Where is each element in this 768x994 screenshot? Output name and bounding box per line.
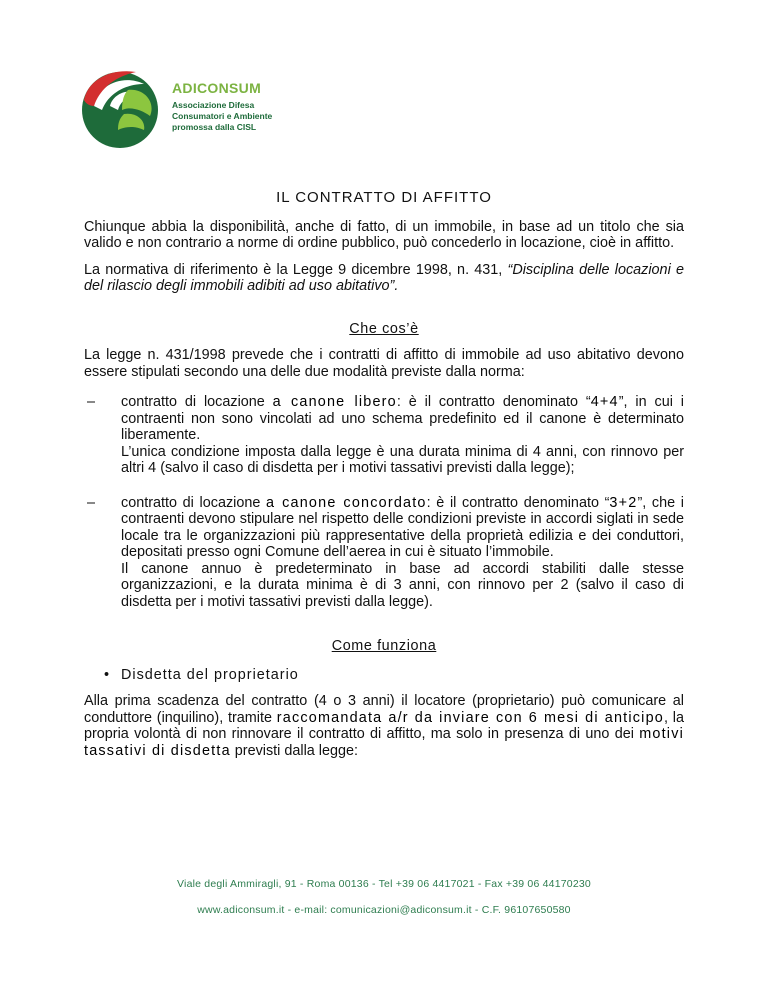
list-text: ”, che i contraenti devono stipulare nel rispetto delle condizioni previste in accordi siglati in sede locale tra le organizzazioni più rappresentative della proprietà edilizia e dei conduttori, depositati presso ogni Comune dell’aerea in cui è situato l’immobile. (121, 494, 684, 560)
emphasis-motivi: motivi tassativi di disdetta (84, 726, 684, 759)
footer-contacts: www.adiconsum.it - e-mail: comunicazioni@adiconsum.it - C.F. 96107650580 (197, 904, 571, 916)
list-text: : è il contratto denominato “ (396, 394, 591, 410)
footer-address: Viale degli Ammiragli, 91 - Roma 00136 - Tel +39 06 4417021 - Fax +39 06 44170230 (177, 878, 591, 890)
logo-brand-name: ADICONSUM (172, 80, 262, 96)
list-text: L’unica condizione imposta dalla legge è una durata minima di 4 anni, con rinnovo per altri 4 (salvo il caso di disdetta per i motivi tassativi previsti dalla legge); (121, 443, 684, 476)
list-text: Il canone annuo è predeterminato in base ad accordi stabiliti dalle stesse organizzazioni, e la durata minima è di 3 anni, con rinnovo per 2 (salvo il caso di disdetta per i motivi tassativi previsti dalla legge). (121, 560, 684, 610)
intro-paragraph: Chiunque abbia la disponibilità, anche di fatto, di un immobile, in base ad un titolo che sia valido e non contrario a norme di ordine pubblico, può concederlo in locazione, cioè in affitto. (84, 218, 684, 251)
document-title: IL CONTRATTO DI AFFITTO (276, 189, 492, 206)
logo-tagline-line: Associazione Difesa (172, 100, 255, 110)
emphasis-canone-concordato: a canone concordato (266, 494, 427, 511)
list-text: ”, in cui i contraenti non sono vincolati ad uno schema predefinito ed il canone è determinato liberamente. (121, 394, 684, 443)
document-body (84, 190, 684, 769)
paragraph-text: , la propria volontà di non rinnovare il contratto di affitto, ma solo in presenza di uno dei (84, 709, 684, 742)
list-text: contratto di locazione (121, 394, 273, 410)
logo-tagline-line: Consumatori e Ambiente (172, 111, 273, 121)
logo-tagline (172, 100, 272, 133)
contract-types-list (84, 394, 684, 610)
section-lead-paragraph: La legge n. 431/1998 prevede che i contratti di affitto di immobile ad uso abitativo devono essere stipulati secondo una delle due modalità previste dalla norma: (84, 347, 684, 380)
section-heading-che-cose: Che cos’è (349, 320, 419, 337)
emphasis-canone-libero: a canone libero (272, 394, 397, 410)
bullet-marker: • (104, 666, 111, 683)
emphasis-raccomandata: raccomandata a/r da inviare con 6 mesi di anticipo (276, 709, 664, 726)
dash-marker: – (87, 494, 96, 511)
law-title: “Disciplina delle locazioni e del rilascio degli immobili adibiti ad uso abitativo”. (84, 261, 684, 294)
contract-code: 4+4 (590, 394, 619, 410)
list-text: : è il contratto denominato “ (426, 494, 610, 511)
paragraph-text: previsti dalla legge: (230, 742, 358, 759)
contract-code: 3+2 (609, 494, 638, 511)
reference-text: La normativa di riferimento è la Legge 9 dicembre 1998, n. 431, (84, 261, 508, 278)
dash-marker: – (87, 394, 96, 410)
paragraph-text: Alla prima scadenza del contratto (4 o 3 anni) il locatore (proprietario) può comunicare al conduttore (inquilino), tramite (84, 693, 684, 726)
list-text: contratto di locazione (121, 494, 267, 511)
logo-tagline-line: promossa dalla CISL (172, 122, 257, 132)
disdetta-paragraph (84, 693, 684, 759)
intro-reference-paragraph (84, 262, 684, 295)
adiconsum-logo-icon (80, 66, 164, 150)
subheading-text: Disdetta del proprietario (121, 666, 299, 683)
list-item-canone-concordato (84, 495, 684, 611)
adiconsum-logo (80, 66, 280, 150)
subheading-disdetta (84, 667, 684, 684)
section-heading-come-funziona: Come funziona (331, 638, 437, 654)
list-item-canone-libero (84, 394, 684, 477)
